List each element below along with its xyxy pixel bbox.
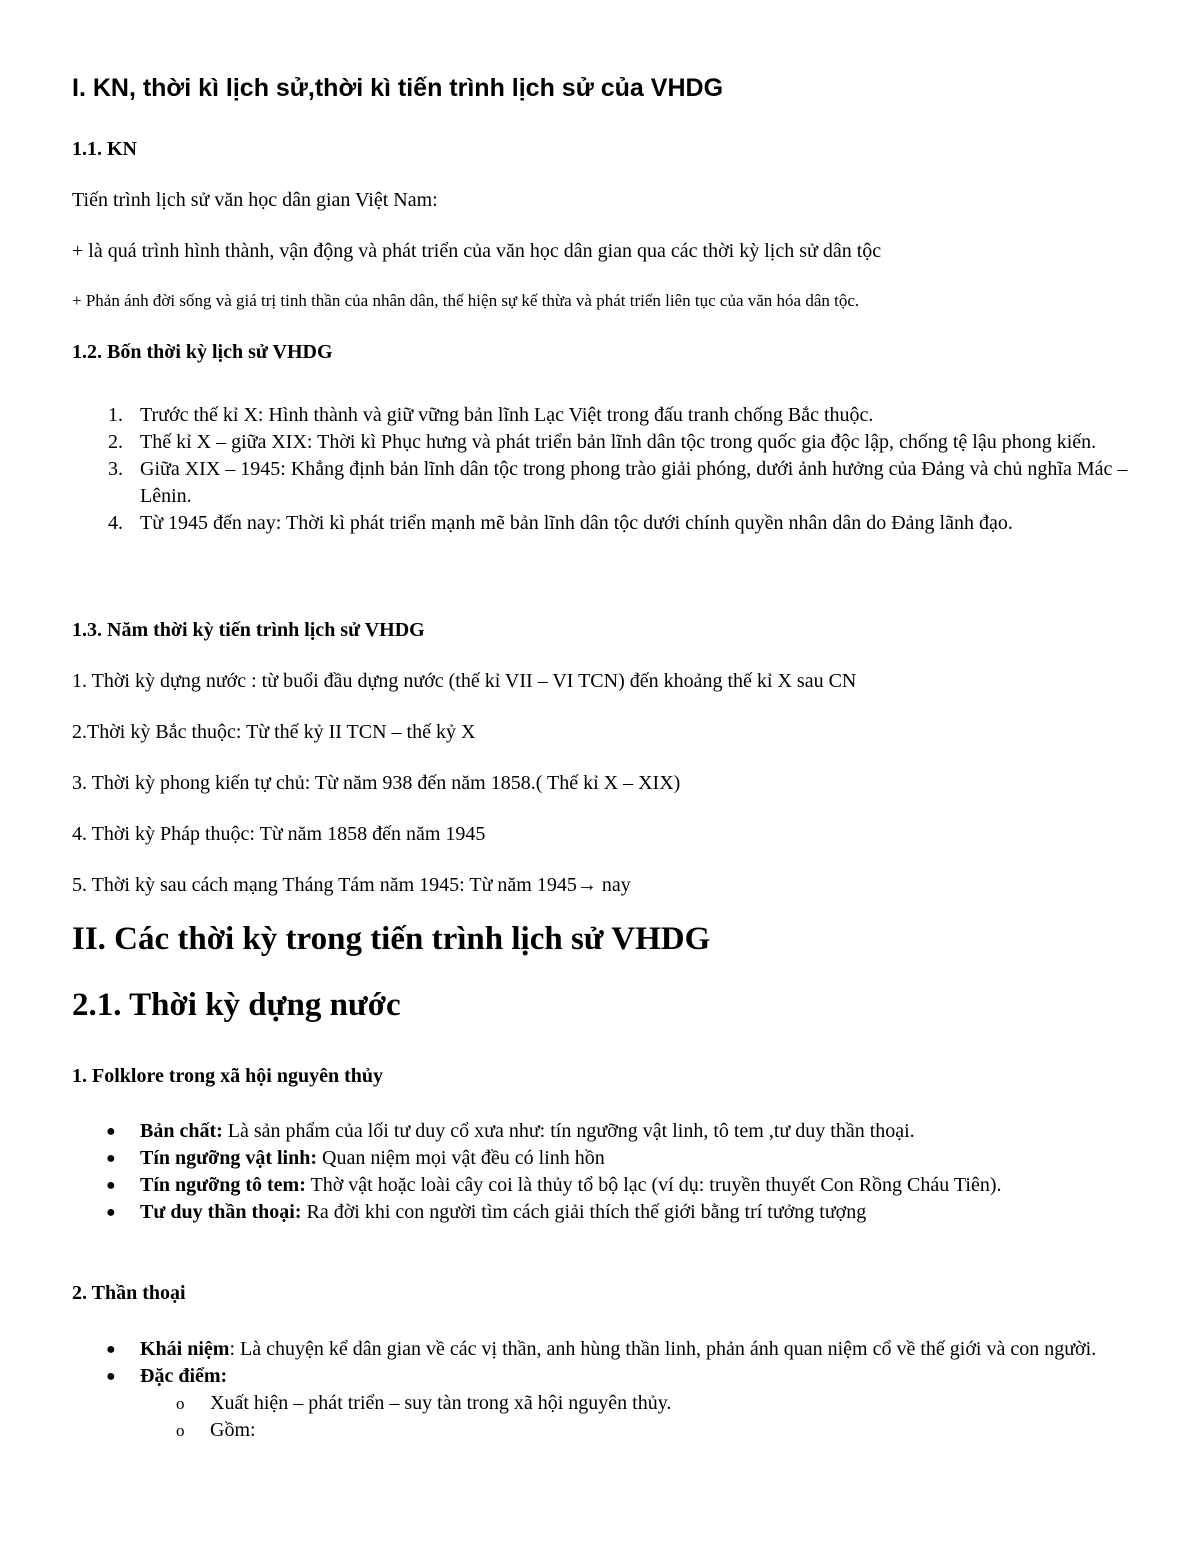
term-text: Là sản phẩm của lối tư duy cổ xưa như: tín ngưỡng vật linh, tô tem ,tư duy thần thoại. xyxy=(222,1120,915,1142)
term-label: Bản chất: xyxy=(140,1120,223,1142)
period-line-2: 2.Thời kỳ Bắc thuộc: Từ thế kỷ II TCN – thế kỷ X xyxy=(72,721,476,743)
term-label: Tư duy thần thoại: xyxy=(140,1201,302,1223)
bullet-icon: ● xyxy=(106,1177,116,1194)
kn-point-1: + là quá trình hình thành, vận động và phát triển của văn học dân gian qua các thời kỳ lịch sử dân tộc xyxy=(72,240,882,262)
sub-list-item xyxy=(72,1390,1142,1417)
sub-item-text: Gồm: xyxy=(210,1419,256,1441)
section-1-heading: I. KN, thời kì lịch sử,thời kì tiến trình lịch sử của VHDG xyxy=(72,74,724,102)
term-label: Đặc điểm: xyxy=(140,1365,228,1387)
list-item xyxy=(72,1172,1142,1199)
list-item xyxy=(72,1145,1142,1172)
list-item-text: Trước thế kỉ X: Hình thành và giữ vững bản lĩnh Lạc Việt trong đấu tranh chống Bắc thuộc. xyxy=(140,404,874,426)
list-item xyxy=(72,1336,1142,1363)
term-label: Tín ngưỡng vật linh: xyxy=(140,1147,318,1169)
four-periods-list xyxy=(72,402,1142,537)
bullet-icon: ● xyxy=(106,1204,116,1221)
list-item xyxy=(72,510,1142,537)
list-item-text: Giữa XIX – 1945: Khẳng định bản lĩnh dân tộc trong phong trào giải phóng, dưới ảnh hưởng của Đảng và chủ nghĩa Mác – Lênin. xyxy=(140,458,1128,507)
subsection-1-2-heading: 1.2. Bốn thời kỳ lịch sử VHDG xyxy=(72,341,333,363)
bullet-icon: ● xyxy=(106,1150,116,1167)
list-item-text: Thế kỉ X – giữa XIX: Thời kì Phục hưng và phát triển bản lĩnh dân tộc trong quốc gia độc lập, chống tệ lậu phong kiến. xyxy=(140,431,1097,453)
bullet-icon: ● xyxy=(106,1341,116,1358)
list-number: 3. xyxy=(108,458,123,480)
right-arrow-icon: → xyxy=(576,874,597,896)
kn-point-2: + Phản ánh đời sống và giá trị tinh thần của nhân dân, thể hiện sự kế thừa và phát triển liên tục của văn hóa dân tộc. xyxy=(72,291,860,310)
period-line-5-suffix: nay xyxy=(596,874,631,896)
folklore-bullet-list xyxy=(72,1118,1142,1226)
term-text: : Là chuyện kể dân gian về các vị thần, anh hùng thần linh, phản ánh quan niệm cổ về thế giới và con người. xyxy=(229,1338,1097,1360)
sub-item-text: Xuất hiện – phát triển – suy tàn trong xã hội nguyên thủy. xyxy=(210,1392,672,1414)
list-item xyxy=(72,1363,1142,1390)
period-line-3: 3. Thời kỳ phong kiến tự chủ: Từ năm 938 đến năm 1858.( Thế kỉ X – XIX) xyxy=(72,772,681,794)
list-number: 2. xyxy=(108,431,123,453)
list-item-text: Từ 1945 đến nay: Thời kì phát triển mạnh mẽ bản lĩnh dân tộc dưới chính quyền nhân dân do Đảng lãnh đạo. xyxy=(140,512,1013,534)
period-line-4: 4. Thời kỳ Pháp thuộc: Từ năm 1858 đến năm 1945 xyxy=(72,823,486,845)
list-item xyxy=(72,1199,1142,1226)
list-item xyxy=(72,402,1142,429)
period-line-5 xyxy=(72,874,631,897)
sub-list-item xyxy=(72,1417,1142,1444)
list-number: 4. xyxy=(108,512,123,534)
myth-heading: 2. Thần thoại xyxy=(72,1282,186,1304)
bullet-icon: ● xyxy=(106,1123,116,1140)
subsection-1-1-heading: 1.1. KN xyxy=(72,138,137,160)
term-label: Khái niệm xyxy=(140,1338,230,1360)
section-2-heading: II. Các thời kỳ trong tiến trình lịch sử VHDG xyxy=(72,921,711,957)
folklore-heading: 1. Folklore trong xã hội nguyên thủy xyxy=(72,1065,383,1087)
myth-bullet-list xyxy=(72,1336,1142,1444)
period-line-1: 1. Thời kỳ dựng nước : từ buổi đầu dựng nước (thế kỉ VII – VI TCN) đến khoảng thế kỉ X sau CN xyxy=(72,670,857,692)
period-line-5-prefix: 5. Thời kỳ sau cách mạng Tháng Tám năm 1945: Từ năm 1945 xyxy=(72,874,577,896)
term-text: Quan niệm mọi vật đều có linh hồn xyxy=(317,1147,605,1169)
term-text: Ra đời khi con người tìm cách giải thích thế giới bằng trí tưởng tượng xyxy=(301,1201,867,1223)
subsection-2-1-heading: 2.1. Thời kỳ dựng nước xyxy=(72,987,401,1023)
kn-intro: Tiến trình lịch sử văn học dân gian Việt Nam: xyxy=(72,189,438,211)
bullet-icon: ● xyxy=(106,1368,116,1385)
subsection-1-3-heading: 1.3. Năm thời kỳ tiến trình lịch sử VHDG xyxy=(72,619,425,641)
list-item xyxy=(72,429,1142,456)
list-number: 1. xyxy=(108,404,123,426)
circle-bullet-icon: o xyxy=(176,1394,185,1413)
circle-bullet-icon: o xyxy=(176,1421,185,1440)
term-label: Tín ngưỡng tô tem: xyxy=(140,1174,306,1196)
list-item xyxy=(72,456,1142,510)
term-text: Thờ vật hoặc loài cây coi là thủy tổ bộ lạc (ví dụ: truyền thuyết Con Rồng Cháu Tiên). xyxy=(305,1174,1002,1196)
list-item xyxy=(72,1118,1142,1145)
